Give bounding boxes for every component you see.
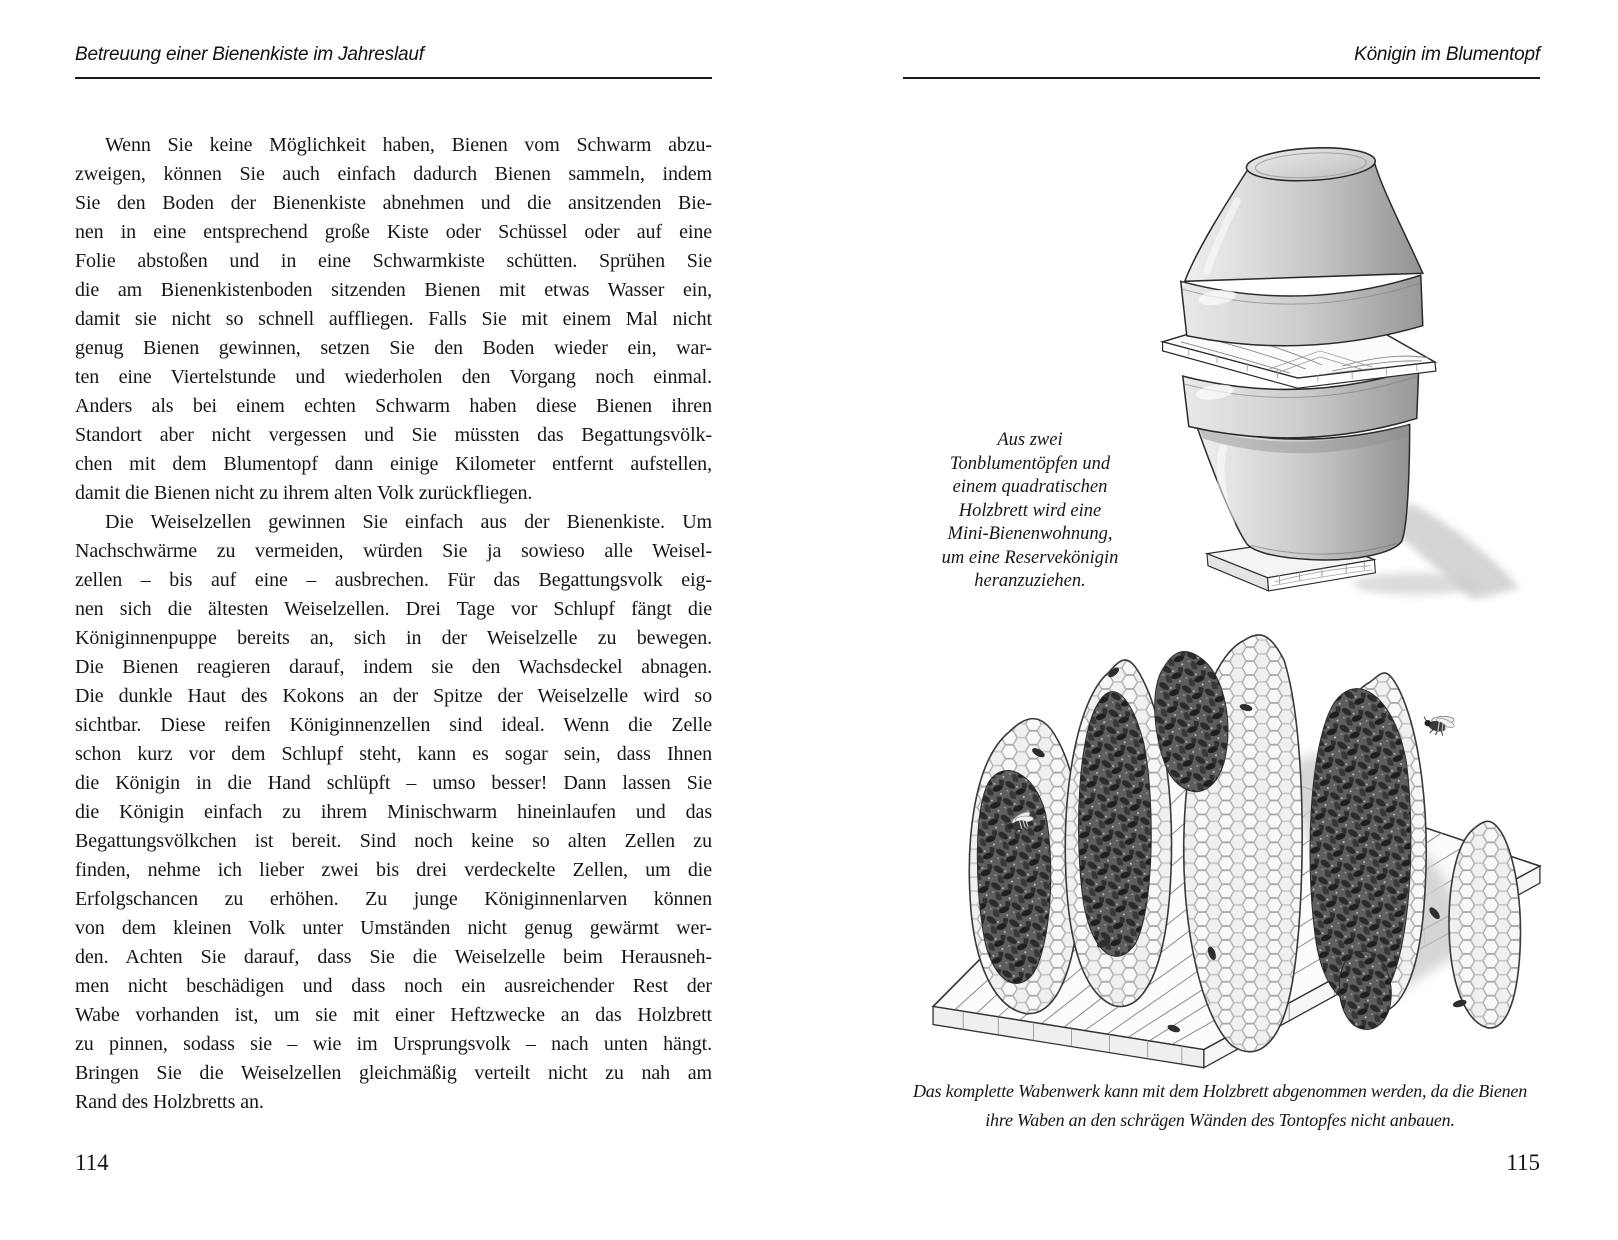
body-text-line: Begattungsvölkchen ist bereit. Sind noch keine so alten Zellen zu <box>75 830 712 852</box>
running-header-left: Betreuung einer Bienenkiste im Jahreslauf <box>75 44 424 65</box>
body-text-line: Wenn Sie keine Möglichkeit haben, Bienen vom Schwarm abzu- <box>105 134 712 156</box>
comb-caption <box>898 1077 1542 1135</box>
pot-caption-line: Aus zwei <box>997 430 1063 450</box>
pot-illustration <box>1118 128 1542 602</box>
pot-caption-line: Mini-Bienenwohnung, <box>947 524 1113 544</box>
body-text-line: von dem kleinen Volk unter Umständen nicht genug gewärmt wer- <box>75 917 712 939</box>
body-text-line: Rand des Holzbretts an. <box>75 1091 264 1113</box>
body-text-line: Die Bienen reagieren darauf, indem sie den Wachsdeckel abnagen. <box>75 656 712 678</box>
pot-caption-line: einem quadratischen <box>952 477 1108 497</box>
body-text-line: Die Weiselzellen gewinnen Sie einfach aus der Bienenkiste. Um <box>105 511 712 533</box>
header-rule-right <box>903 77 1540 79</box>
body-text-line: die am Bienenkistenboden sitzenden Bienen mit etwas Wasser ein, <box>75 279 712 301</box>
body-text <box>75 131 712 1117</box>
body-text-line: ten eine Viertelstunde und wiederholen den Vorgang noch einmal. <box>75 366 712 388</box>
pot-caption <box>915 429 1145 594</box>
body-text-line: die Königin einfach zu ihrem Minischwarm hineinlaufen und das <box>75 801 712 823</box>
header-rule-left <box>75 77 712 79</box>
page-number-right: 115 <box>1506 1150 1540 1175</box>
body-text-line: zu pinnen, sodass sie – wie im Ursprungsvolk – nach unten hängt. <box>75 1033 712 1055</box>
body-text-line: finden, nehme ich lieber zwei bis drei verdeckelte Zellen, um die <box>75 859 712 881</box>
body-text-line: men nicht beschädigen und dass noch ein ausreichender Rest der <box>75 975 712 997</box>
body-text-line: Nachschwärme zu vermeiden, würden Sie ja sowieso alle Weisel- <box>75 540 712 562</box>
body-text-line: zweigen, können Sie auch einfach dadurch Bienen sammeln, indem <box>75 163 712 185</box>
pot-caption-line: heranzuziehen. <box>974 571 1086 591</box>
body-text-line: Königinnenpuppe bereits an, sich in der Weiselzelle zu bewegen. <box>75 627 712 649</box>
body-text-line: nen sich die ältesten Weiselzellen. Drei Tage vor Schlupf fängt die <box>75 598 712 620</box>
body-text-line: Anders als bei einem echten Schwarm haben diese Bienen ihren <box>75 395 712 417</box>
body-text-line: nen in eine entsprechend große Kiste oder Schüssel oder auf eine <box>75 221 712 243</box>
pot-caption-line: um eine Reservekönigin <box>941 547 1119 568</box>
body-text-line: Wabe vorhanden ist, um sie mit einer Heftzwecke an das Holzbrett <box>75 1004 712 1026</box>
body-text-line: schon kurz vor dem Schlupf steht, kann es sogar sein, dass Ihnen <box>75 743 712 765</box>
comb-illustration <box>913 612 1565 1074</box>
comb-caption-line: Das komplette Wabenwerk kann mit dem Holzbrett abgenommen werden, da die Bienen <box>912 1081 1528 1101</box>
upper-pot <box>1181 145 1423 346</box>
body-text-line: Folie abstoßen und in eine Schwarmkiste schütten. Sprühen Sie <box>75 250 712 272</box>
body-text-line: den. Achten Sie darauf, dass Sie die Weiselzelle beim Herausneh- <box>75 946 712 968</box>
body-text-line: chen mit dem Blumentopf dann einige Kilometer entfernt aufstellen, <box>75 453 712 475</box>
lower-pot <box>1183 368 1419 560</box>
page-number-left: 114 <box>75 1150 109 1175</box>
flying-bee <box>1421 710 1457 739</box>
body-text-line: zellen – bis auf eine – ausbrechen. Für das Begattungsvolk eig- <box>75 569 712 591</box>
body-text-line: Erfolgschancen zu erhöhen. Zu junge Königinnenlarven können <box>75 888 712 910</box>
pot-caption-line: Holzbrett wird eine <box>958 500 1102 521</box>
body-text-line: damit die Bienen nicht zu ihrem alten Volk zurückfliegen. <box>75 482 533 504</box>
body-text-line: sichtbar. Diese reifen Königinnenzellen sind ideal. Wenn die Zelle <box>75 714 712 736</box>
body-text-line: damit sie nicht so schnell auffliegen. Falls Sie mit einem Mal nicht <box>75 308 712 330</box>
running-header-right: Königin im Blumentopf <box>1354 44 1540 65</box>
body-text-line: genug Bienen gewinnen, setzen Sie den Boden wieder ein, war- <box>75 337 712 359</box>
body-text-line: die Königin in die Hand schlüpft – umso besser! Dann lassen Sie <box>75 772 712 794</box>
body-text-line: Bringen Sie die Weiselzellen gleichmäßig verteilt nicht zu nah am <box>75 1062 712 1084</box>
body-text-line: Standort aber nicht vergessen und Sie müssten das Begattungsvölk- <box>75 424 712 446</box>
pot-caption-line: Tonblumentöpfen und <box>949 453 1111 474</box>
body-text-line: Sie den Boden der Bienenkiste abnehmen und die ansitzenden Bie- <box>75 192 712 214</box>
body-text-line: Die dunkle Haut des Kokons an der Spitze der Weiselzelle wird so <box>75 685 712 707</box>
comb-caption-line: ihre Waben an den schrägen Wänden des Tontopfes nicht anbauen. <box>985 1110 1455 1130</box>
